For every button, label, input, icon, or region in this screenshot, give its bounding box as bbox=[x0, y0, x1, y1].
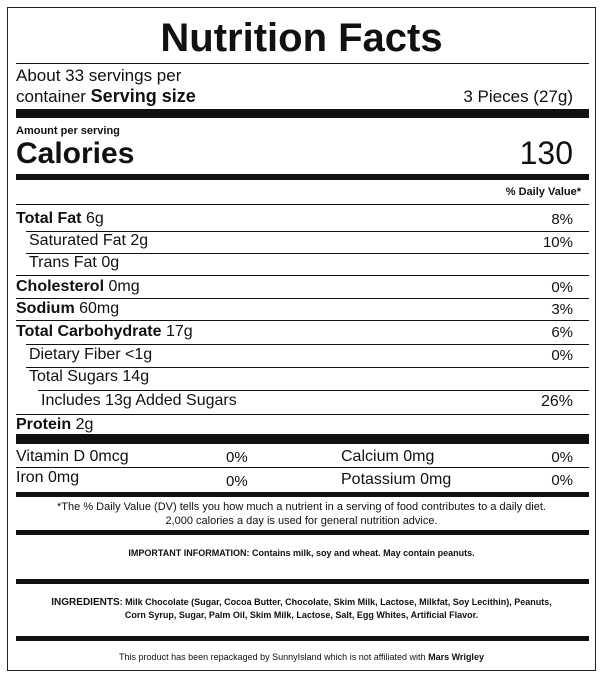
total-fat-dv: 8% bbox=[551, 211, 573, 228]
important-information: IMPORTANT INFORMATION: Contains milk, soy and wheat. May contain peanuts. bbox=[128, 548, 475, 558]
cholesterol-label: Cholesterol bbox=[16, 278, 105, 295]
divider bbox=[16, 275, 589, 276]
footnote-line-2: 2,000 calories a day is used for general nutrition advice. bbox=[165, 515, 438, 527]
medium-divider bbox=[16, 636, 589, 641]
divider bbox=[16, 204, 589, 205]
cholesterol-row bbox=[16, 278, 140, 296]
added-sugars-amount: 13g bbox=[105, 392, 132, 409]
repackaged-notice bbox=[8, 652, 595, 662]
serving-size-label: Serving size bbox=[90, 86, 196, 106]
dietary-fiber-amount: <1g bbox=[125, 346, 153, 363]
sodium-row bbox=[16, 300, 119, 318]
cholesterol-dv: 0% bbox=[551, 279, 573, 296]
total-carb-label: Total Carbohydrate bbox=[16, 323, 162, 340]
amount-per-serving: Amount per serving bbox=[16, 125, 120, 137]
ingredients-line-2: Corn Syrup, Sugar, Palm Oil, Skim Milk, Lactose, Salt, Egg Whites, Artificial Flavor. bbox=[124, 610, 479, 620]
divider bbox=[26, 344, 589, 345]
added-sugars-prefix: Includes bbox=[41, 392, 101, 409]
saturated-fat-dv: 10% bbox=[542, 234, 573, 251]
added-sugars-row bbox=[41, 392, 237, 410]
trans-fat-amount: 0g bbox=[101, 254, 120, 271]
divider bbox=[16, 467, 589, 468]
dietary-fiber-dv: 0% bbox=[551, 347, 573, 364]
nutrition-label bbox=[7, 7, 596, 671]
ingredients-text: : Milk Chocolate (Sugar, Cocoa Butter, Chocolate, Skim Milk, Lactose, Milkfat, Soy Lecithin), Peanuts, bbox=[119, 597, 552, 607]
added-sugars-label: Added Sugars bbox=[135, 392, 237, 409]
iron-dv: 0% bbox=[226, 473, 248, 490]
ingredients-label: INGREDIENTS bbox=[51, 597, 120, 608]
total-fat-label: Total Fat bbox=[16, 210, 82, 227]
servings-per-container: About 33 servings per bbox=[16, 66, 182, 85]
divider bbox=[16, 63, 589, 64]
total-sugars-row bbox=[29, 368, 149, 386]
saturated-fat-row bbox=[29, 232, 148, 250]
divider bbox=[16, 298, 589, 299]
iron-label: Iron 0mg bbox=[16, 469, 80, 486]
serving-size-value: 3 Pieces (27g) bbox=[463, 87, 573, 106]
protein-row bbox=[16, 416, 93, 434]
saturated-fat-label: Saturated Fat bbox=[29, 232, 126, 249]
calcium-label: Calcium 0mg bbox=[341, 448, 435, 465]
saturated-fat-amount: 2g bbox=[130, 232, 149, 249]
total-carb-row bbox=[16, 323, 193, 341]
medium-divider bbox=[16, 492, 589, 497]
vitamin-d-label: Vitamin D 0mcg bbox=[16, 448, 129, 465]
thick-divider bbox=[16, 434, 589, 444]
sodium-dv: 3% bbox=[551, 301, 573, 318]
divider bbox=[16, 414, 589, 415]
trans-fat-row bbox=[29, 254, 119, 272]
servings-line-2 bbox=[16, 86, 196, 107]
label-title: Nutrition Facts bbox=[160, 16, 443, 60]
total-carb-dv: 6% bbox=[551, 324, 573, 341]
servings-container-word: container bbox=[16, 87, 86, 106]
total-sugars-label: Total Sugars bbox=[29, 368, 118, 385]
medium-divider bbox=[16, 530, 589, 535]
sodium-label: Sodium bbox=[16, 300, 75, 317]
divider bbox=[38, 390, 589, 391]
divider bbox=[16, 320, 589, 321]
calcium-dv: 0% bbox=[551, 449, 573, 466]
sodium-amount: 60mg bbox=[79, 300, 120, 317]
protein-label: Protein bbox=[16, 416, 72, 433]
total-fat-amount: 6g bbox=[85, 210, 104, 227]
repackaged-brand: Mars Wrigley bbox=[428, 652, 484, 662]
medium-divider bbox=[16, 174, 589, 180]
trans-fat-label: Trans Fat bbox=[29, 254, 97, 271]
total-carb-amount: 17g bbox=[165, 323, 193, 340]
dietary-fiber-label: Dietary Fiber bbox=[29, 346, 121, 363]
repackaged-text: This product has been repackaged by SunnyIsland which is not affiliated with bbox=[119, 652, 426, 662]
cholesterol-amount: 0mg bbox=[108, 278, 140, 295]
calories-value: 130 bbox=[519, 135, 573, 171]
ingredients-line-1 bbox=[8, 597, 595, 608]
medium-divider bbox=[16, 579, 589, 584]
daily-value-header: % Daily Value* bbox=[505, 186, 581, 198]
total-sugars-amount: 14g bbox=[122, 368, 150, 385]
vitamin-d-dv: 0% bbox=[226, 449, 248, 466]
thick-divider bbox=[16, 109, 589, 118]
protein-amount: 2g bbox=[75, 416, 94, 433]
potassium-dv: 0% bbox=[551, 472, 573, 489]
total-fat-row bbox=[16, 210, 104, 228]
dietary-fiber-row bbox=[29, 346, 152, 364]
added-sugars-dv: 26% bbox=[540, 393, 573, 410]
footnote-line-1: *The % Daily Value (DV) tells you how much a nutrient in a serving of food contributes to a daily diet. bbox=[57, 501, 546, 513]
calories-label: Calories bbox=[16, 137, 135, 170]
potassium-label: Potassium 0mg bbox=[341, 471, 452, 488]
